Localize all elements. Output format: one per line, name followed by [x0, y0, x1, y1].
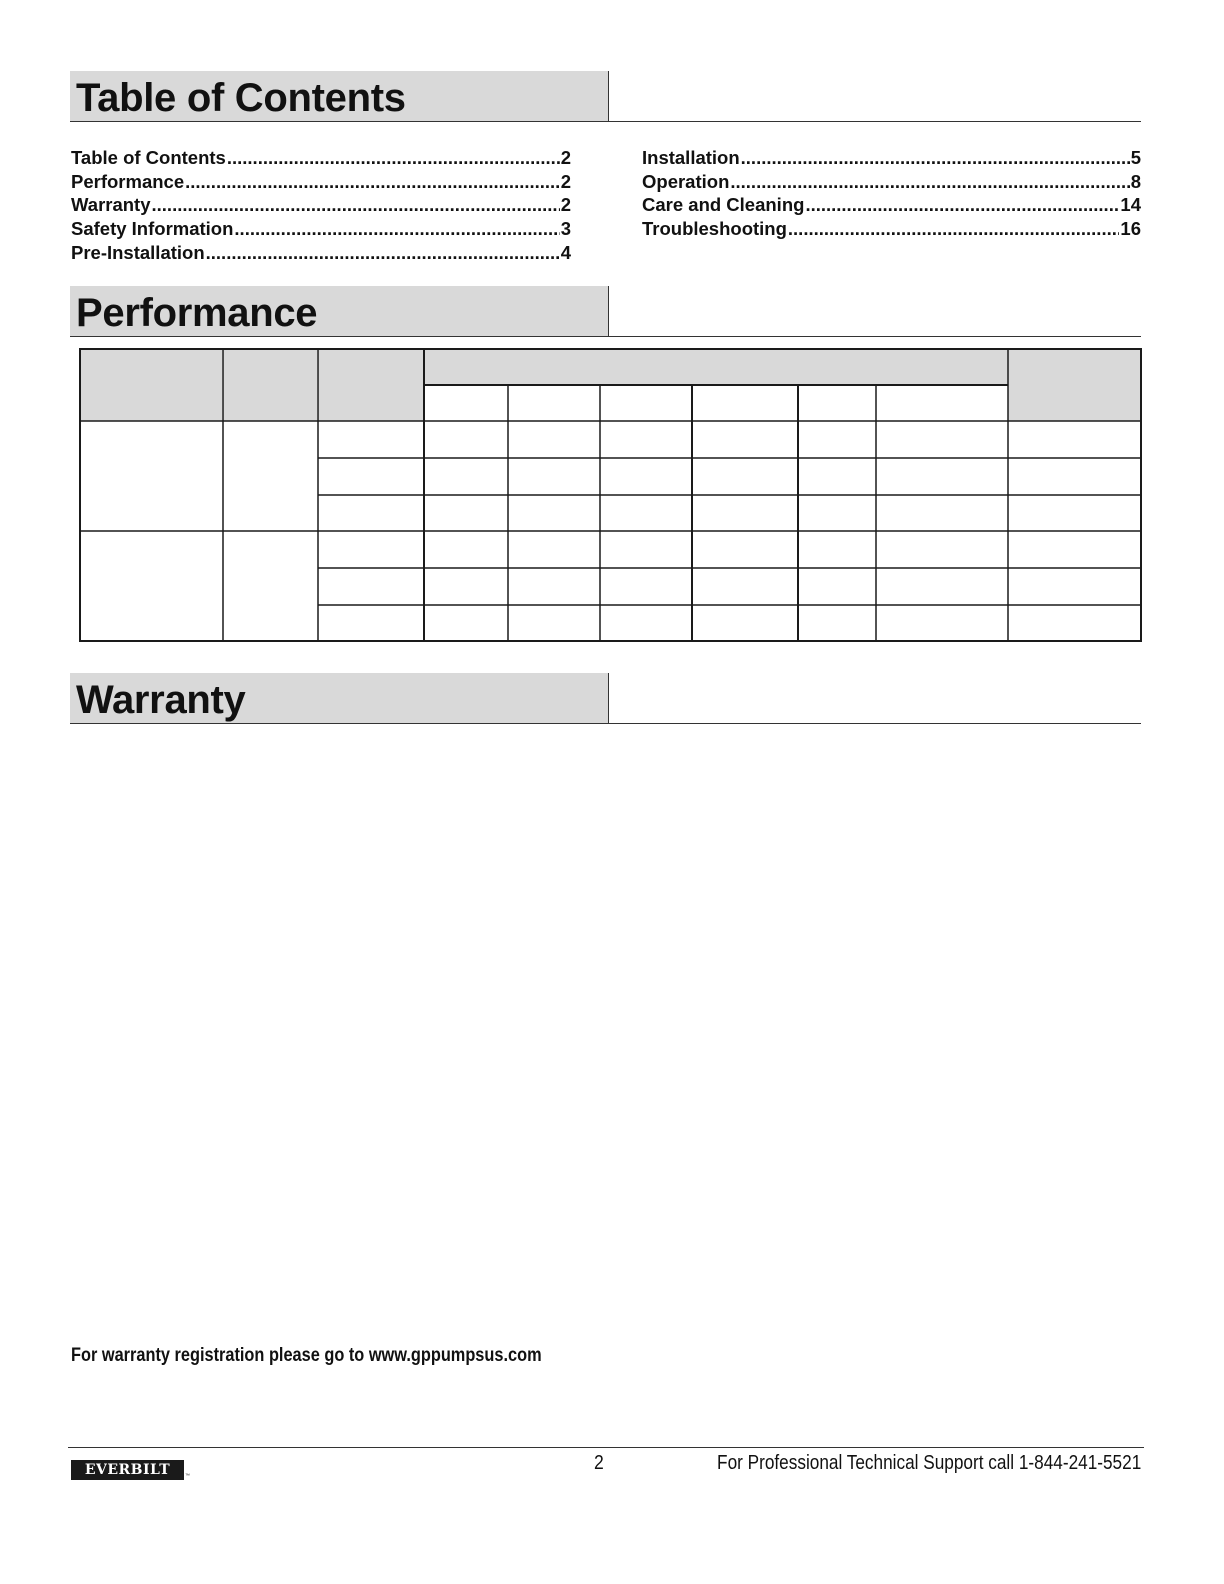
toc-entry-label: Installation: [642, 147, 740, 168]
toc-entry-label: Table of Contents: [71, 147, 226, 168]
toc-entry-page: 8: [1130, 170, 1141, 192]
toc-entry[interactable]: [71, 170, 571, 194]
toc-entry-label: Performance: [71, 170, 185, 192]
toc-entry[interactable]: [71, 146, 571, 170]
toc-leader-dots: [234, 217, 559, 241]
toc-entry[interactable]: [642, 193, 1141, 217]
toc-entry-page: 4: [560, 241, 571, 263]
toc-leader-dots: [741, 146, 1130, 170]
toc-entry-page: 2: [560, 170, 571, 192]
toc-entry-page: 2: [560, 194, 571, 216]
warranty-title-box: [70, 673, 609, 723]
toc-entry-page: 3: [560, 218, 571, 240]
everbilt-logo: [71, 1460, 184, 1480]
toc-title: Table of Contents: [76, 76, 406, 120]
toc-entry-label: Troubleshooting: [642, 218, 787, 240]
toc-title-box: [70, 71, 609, 121]
performance-section-header: [70, 286, 1141, 337]
toc-entry-page: 16: [1120, 218, 1141, 240]
table-header-cell: [80, 349, 222, 421]
performance-table: [79, 348, 1142, 643]
brand-logo-text: EVERBILT: [84, 1462, 171, 1478]
table-header-cell: [1008, 349, 1141, 421]
toc-entry[interactable]: [642, 146, 1141, 170]
warranty-registration-note[interactable]: For warranty registration please go to www.gppumpsus.com: [71, 1345, 542, 1366]
table-header-cell: [318, 349, 424, 421]
warranty-title: Warranty: [76, 678, 246, 722]
toc-entry[interactable]: [71, 241, 571, 265]
toc-entry[interactable]: [642, 170, 1141, 194]
toc-entry[interactable]: [642, 217, 1141, 241]
toc-entry-label: Pre-Installation: [71, 241, 205, 263]
table-header-group-cell: [424, 349, 1008, 385]
trademark-mark: ™: [185, 1473, 190, 1479]
performance-title: Performance: [76, 291, 318, 335]
toc-leader-dots: [152, 193, 560, 217]
performance-title-box: [70, 286, 609, 336]
toc-leader-dots: [788, 217, 1120, 241]
toc-right-column: [642, 146, 1141, 241]
toc-left-column: [71, 146, 571, 264]
support-contact: For Professional Technical Support call 1-844-241-5521: [716, 1452, 1141, 1474]
toc-entry-page: 2: [560, 147, 571, 168]
toc-entry-label: Care and Cleaning: [642, 194, 805, 216]
toc-leader-dots: [730, 170, 1129, 194]
toc-leader-dots: [185, 170, 560, 194]
toc-entry[interactable]: [71, 193, 571, 217]
table-header-cell: [223, 349, 317, 421]
toc-leader-dots: [227, 146, 560, 170]
warranty-section-header: [70, 673, 1141, 724]
footer-rule: [68, 1447, 1144, 1448]
page-number: 2: [594, 1452, 604, 1474]
toc-section-header: [70, 71, 1141, 122]
toc-entry[interactable]: [71, 217, 571, 241]
toc-entry-label: Operation: [642, 170, 730, 192]
toc-entry-label: Warranty: [71, 194, 151, 216]
toc-leader-dots: [805, 193, 1119, 217]
toc-leader-dots: [206, 241, 560, 265]
toc-entry-page: 5: [1130, 147, 1141, 168]
toc-entry-page: 14: [1120, 194, 1141, 216]
toc-entry-label: Safety Information: [71, 218, 234, 240]
